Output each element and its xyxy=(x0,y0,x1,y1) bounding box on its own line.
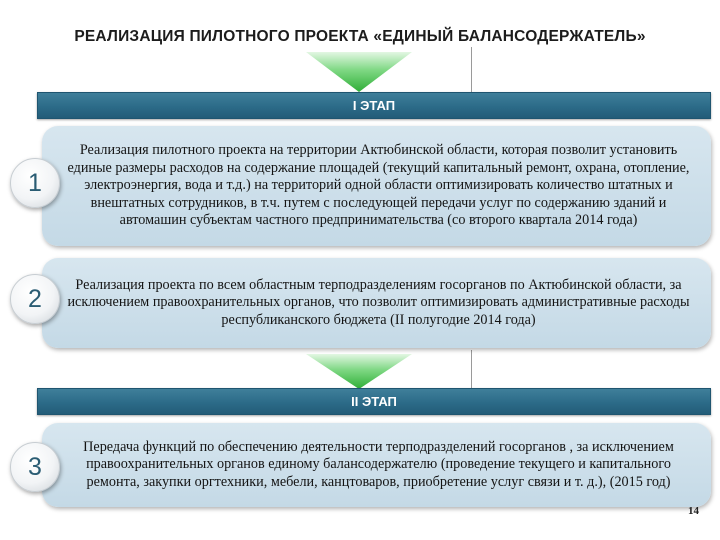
down-arrow-icon xyxy=(304,352,414,390)
down-arrow-icon xyxy=(304,50,414,93)
step-2-description: Реализация проекта по всем областным терподразделениям госорганов по Актюбинской области, за исключением правоохранительных органов, что позволит оптимизировать административные расходы республиканского бюджета (II полугодие 2014 года) xyxy=(42,258,711,348)
step-3-number: 3 xyxy=(10,442,60,492)
step-3-description: Передача функций по обеспечению деятельности терподразделений госорганов , за исключением правоохранительных органов единому балансодержателю (проведение текущего и капитального ремонта, закупки оргтехники, мебели, канцтоваров, приобретение услуг связи и т. д.), (2015 год) xyxy=(42,423,711,507)
step-1-number: 1 xyxy=(10,158,60,208)
step-2-number: 2 xyxy=(10,274,60,324)
step-1-description: Реализация пилотного проекта на территории Актюбинской области, которая позволит установить единые размеры расходов на содержание площадей (текущий капитальный ремонт, охрана, отопление, электроэнергия, вода и т.д.) на территорий одной области оптимизировать количество штатных и внештатных сотрудников, в т.ч. путем с последующей передачи услуг по содержанию зданий и автомашин субъектам частного предпринимательства (со второго квартала 2014 года) xyxy=(42,126,711,246)
connector-line-middle xyxy=(471,350,472,392)
slide-title: РЕАЛИЗАЦИЯ ПИЛОТНОГО ПРОЕКТА «ЕДИНЫЙ БАЛАНСОДЕРЖАТЕЛЬ» xyxy=(74,28,646,45)
stage-1-bar: I ЭТАП xyxy=(37,92,711,119)
stage-2-bar: II ЭТАП xyxy=(37,388,711,415)
page-number: 14 xyxy=(688,505,699,517)
connector-line-top xyxy=(471,47,472,93)
